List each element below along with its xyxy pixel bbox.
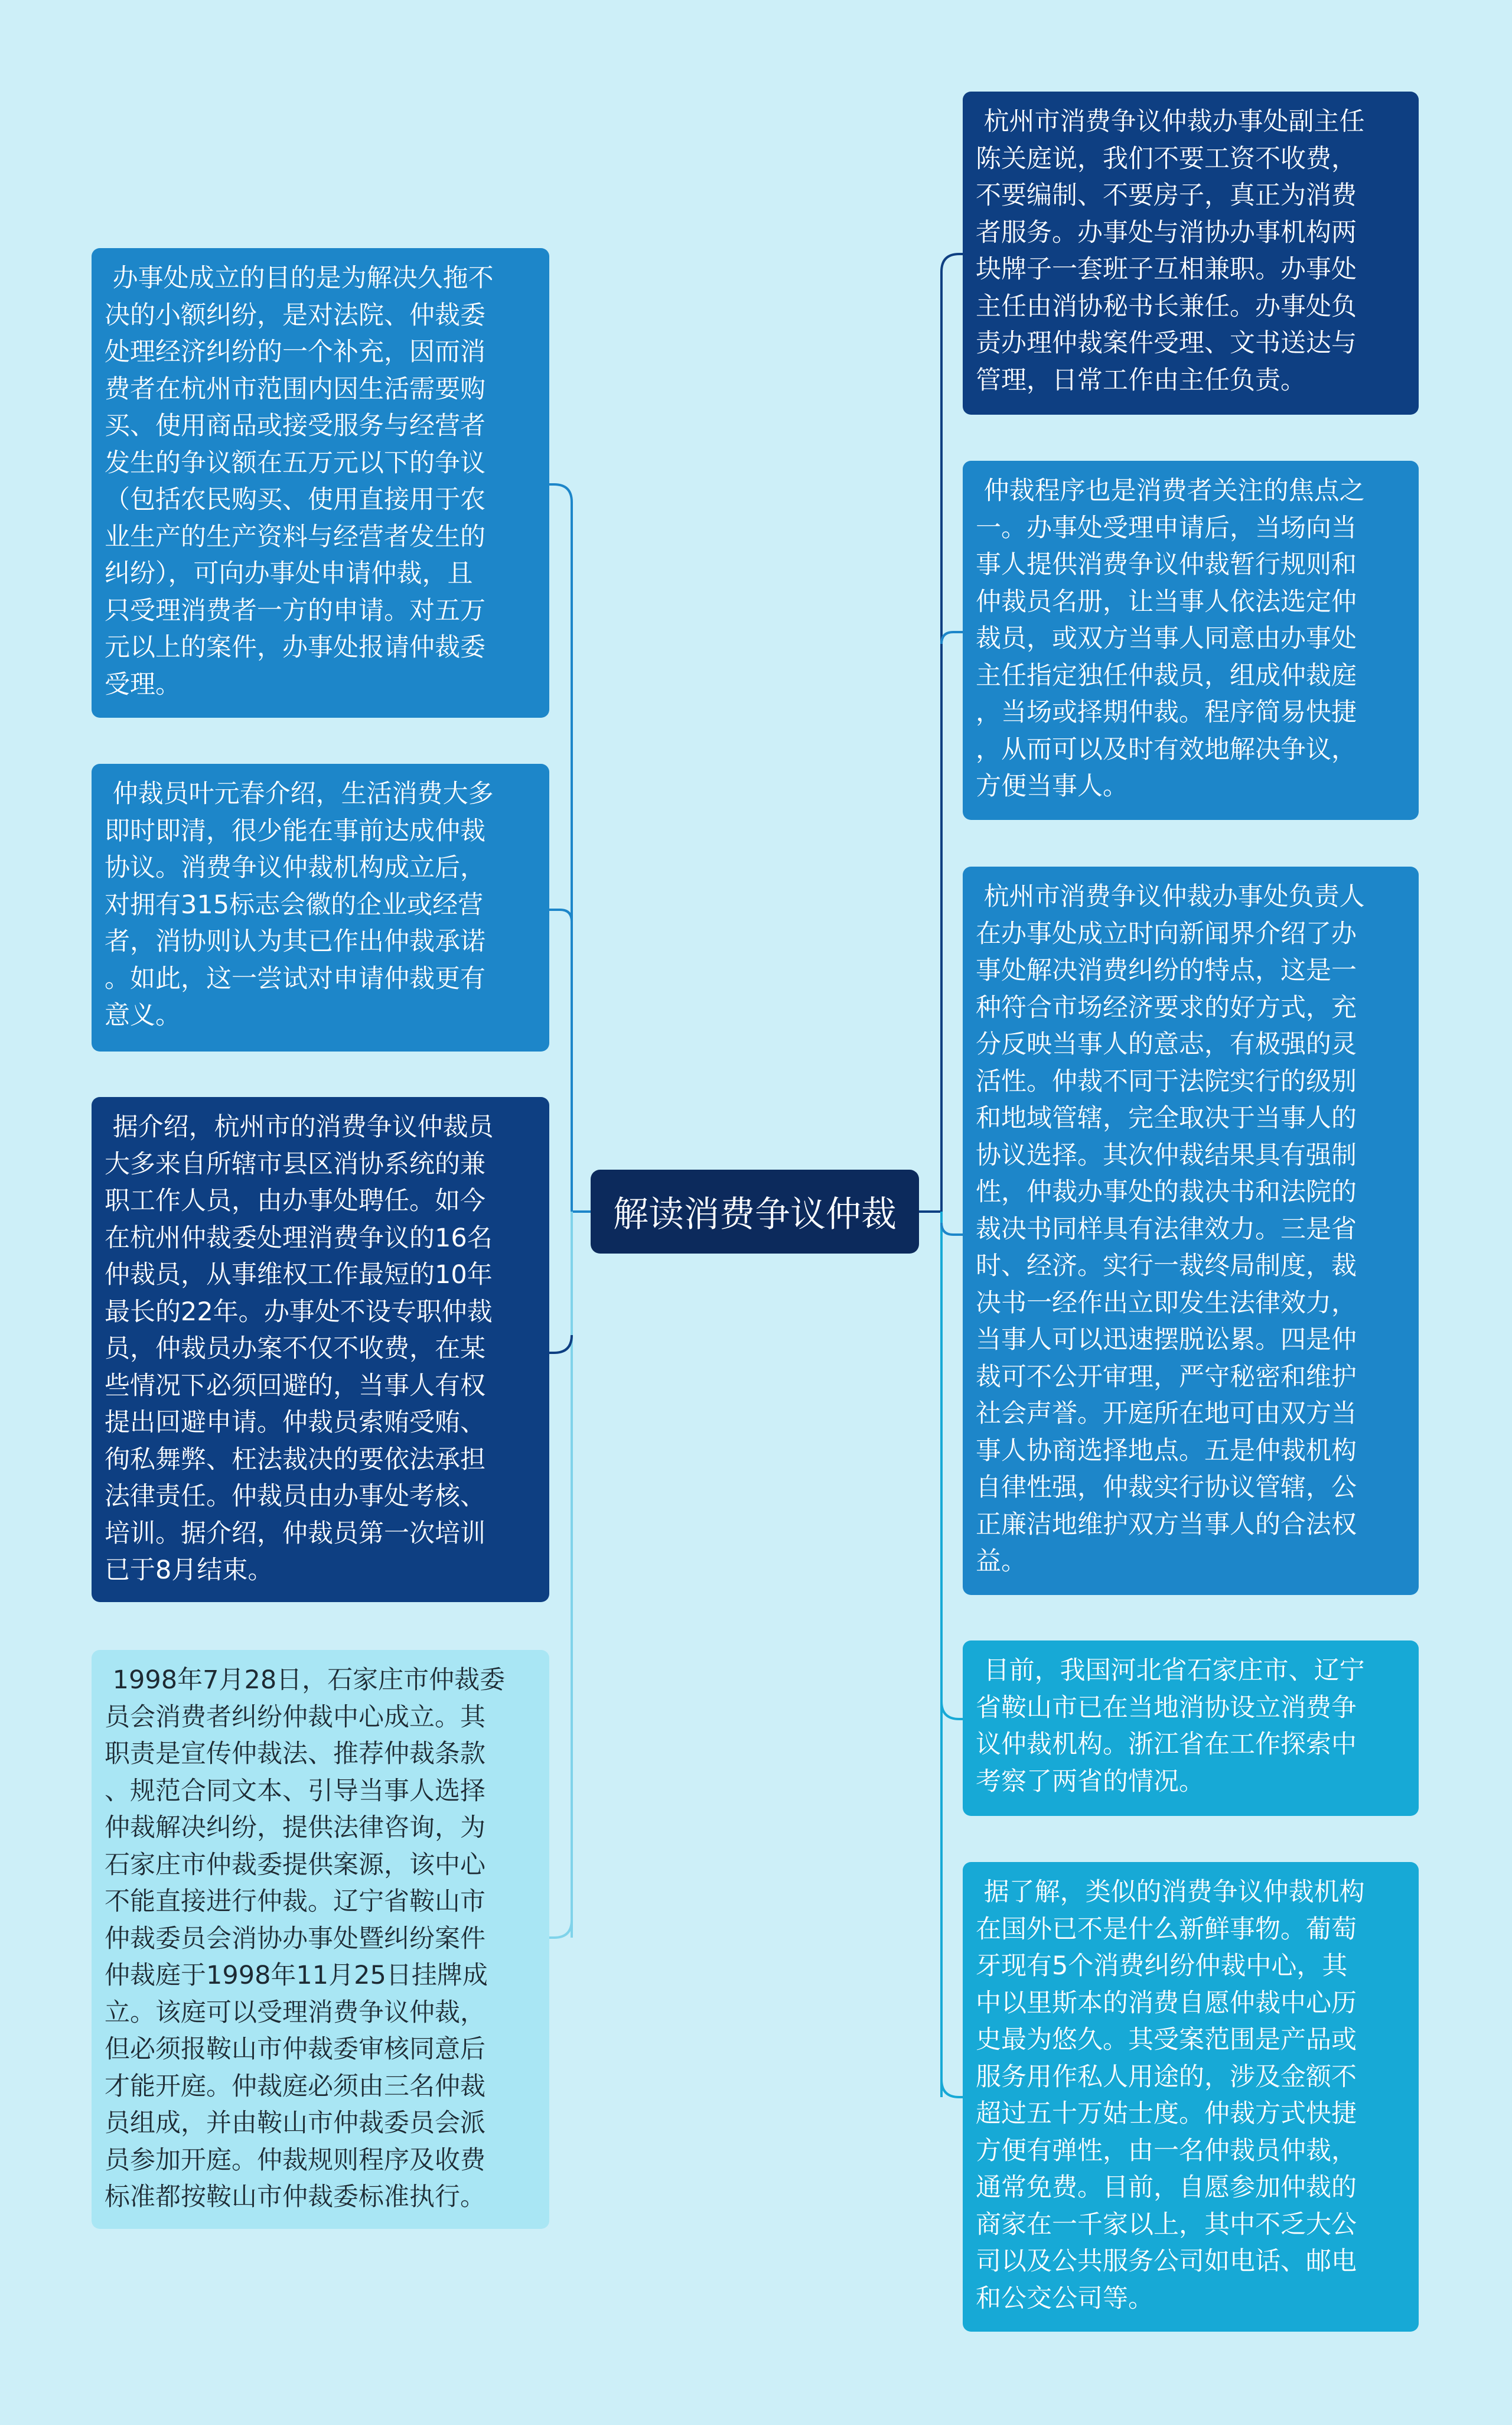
right-node-2: 仲裁程序也是消费者关注的焦点之 一。办事处受理申请后，当场向当 事人提供消费争议仲裁暂行规则和 仲裁员名册，让当事人依法选定仲 裁员，或双方当事人同意由办事处 主任指定独任仲裁员，组成仲裁庭 ，当场或择期仲裁。程序简易快捷 ，从而可以及时有效地解决争议， 方便当事人。 <box>963 461 1419 820</box>
central-topic: 解读消费争议仲裁 <box>591 1170 919 1254</box>
right-node-3: 杭州市消费争议仲裁办事处负责人 在办事处成立时向新闻界介绍了办 事处解决消费纠纷的特点，这是一 种符合市场经济要求的好方式，充 分反映当事人的意志，有极强的灵 活性。仲裁不同于法院实行的级别 和地域管辖，完全取决于当事人的 协议选择。其次仲裁结果具有强制 性，仲裁办事处的裁决书和法院的 裁决书同样具有法律效力。三是省 时、经济。实行一裁终局制度，裁 决书一经作出立即发生法律效力， 当事人可以迅速摆脱讼累。四是仲 裁可不公开审理，严守秘密和维护 社会声誉。开庭所在地可由双方当 事人协商选择地点。五是仲裁机构 自律性强，仲裁实行协议管辖，公 正廉洁地维护双方当事人的合法权 益。 <box>963 867 1419 1595</box>
right-node-4: 目前，我国河北省石家庄市、辽宁 省鞍山市已在当地消协设立消费争 议仲裁机构。浙江省在工作探索中 考察了两省的情况。 <box>963 1640 1419 1816</box>
right-node-1: 杭州市消费争议仲裁办事处副主任 陈关庭说，我们不要工资不收费， 不要编制、不要房子，真正为消费 者服务。办事处与消协办事机构两 块牌子一套班子互相兼职。办事处 主任由消协秘书长兼任。办事处负 责办理仲裁案件受理、文书送达与 管理，日常工作由主任负责。 <box>963 92 1419 415</box>
right-node-5: 据了解，类似的消费争议仲裁机构 在国外已不是什么新鲜事物。葡萄 牙现有5个消费纠纷仲裁中心，其 中以里斯本的消费自愿仲裁中心历 史最为悠久。其受案范围是产品或 服务用作私人用途的，涉及金额不 超过五十万姑士度。仲裁方式快捷 方便有弹性，由一名仲裁员仲裁， 通常免费。目前，自愿参加仲裁的 商家在一千家以上，其中不乏大公 司以及公共服务公司如电话、邮电 和公交公司等。 <box>963 1862 1419 2332</box>
left-node-4: 1998年7月28日，石家庄市仲裁委 员会消费者纠纷仲裁中心成立。其 职责是宣传仲裁法、推荐仲裁条款 、规范合同文本、引导当事人选择 仲裁解决纠纷，提供法律咨询，为 石家庄市仲裁委提供案源，该中心 不能直接进行仲裁。辽宁省鞍山市 仲裁委员会消协办事处暨纠纷案件 仲裁庭于1998年11月25日挂牌成 立。该庭可以受理消费争议仲裁， 但必须报鞍山市仲裁委审核同意后 才能开庭。仲裁庭必须由三名仲裁 员组成，并由鞍山市仲裁委员会派 员参加开庭。仲裁规则程序及收费 标准都按鞍山市仲裁委标准执行。 <box>92 1650 549 2229</box>
left-node-3: 据介绍，杭州市的消费争议仲裁员 大多来自所辖市县区消协系统的兼 职工作人员，由办事处聘任。如今 在杭州仲裁委处理消费争议的16名 仲裁员，从事维权工作最短的10年 最长的22年。办事处不设专职仲裁 员，仲裁员办案不仅不收费，在某 些情况下必须回避的，当事人有权 提出回避申请。仲裁员索贿受贿、 徇私舞弊、枉法裁决的要依法承担 法律责任。仲裁员由办事处考核、 培训。据介绍，仲裁员第一次培训 已于8月结束。 <box>92 1097 549 1602</box>
left-node-1: 办事处成立的目的是为解决久拖不 决的小额纠纷，是对法院、仲裁委 处理经济纠纷的一个补充，因而消 费者在杭州市范围内因生活需要购 买、使用商品或接受服务与经营者 发生的争议额在五万元以下的争议 （包括农民购买、使用直接用于农 业生产的生产资料与经营者发生的 纠纷），可向办事处申请仲裁，且 只受理消费者一方的申请。对五万 元以上的案件，办事处报请仲裁委 受理。 <box>92 248 549 718</box>
left-node-2: 仲裁员叶元春介绍，生活消费大多 即时即清，很少能在事前达成仲裁 协议。消费争议仲裁机构成立后， 对拥有315标志会徽的企业或经营 者，消协则认为其已作出仲裁承诺 。如此，这一尝试对申请仲裁更有 意义。 <box>92 764 549 1052</box>
